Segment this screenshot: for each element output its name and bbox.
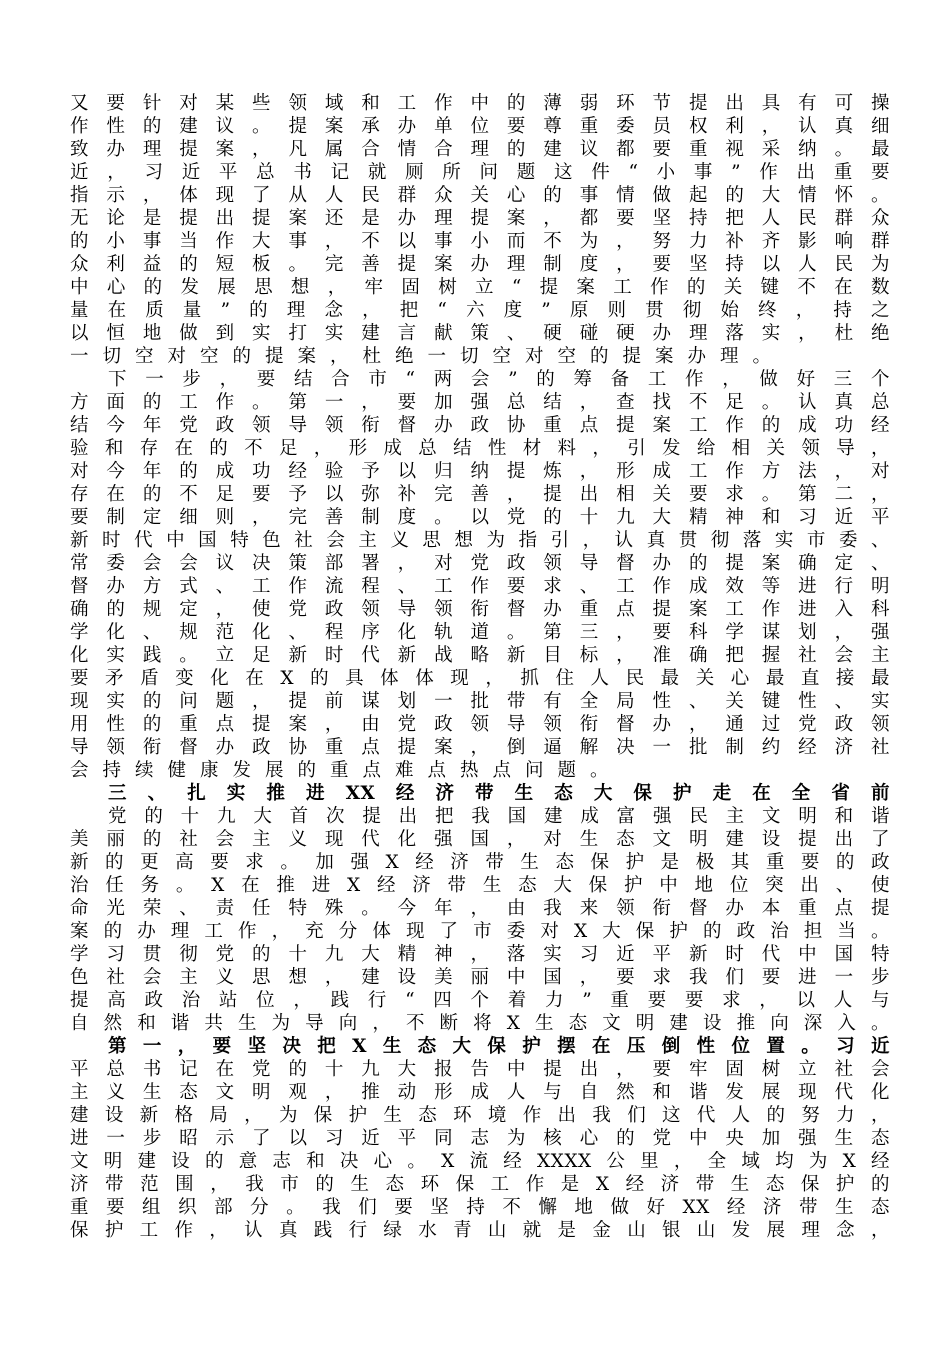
paragraph-line: 结今年党政领导领衔督办政协重点提案工作的成功经 (70, 415, 890, 436)
paragraph-line: 进一步昭示了以习近平同志为核心的党中央加强生态 (70, 1128, 890, 1149)
paragraph-line: 无论是提出提案还是办理提案，都要坚持把人民群众 (70, 208, 890, 229)
paragraph-line: 色社会主义思想，建设美丽中国，要求我们要进一步 (70, 967, 890, 988)
paragraph-line: 学化、规范化、程序化轨道。第三，要科学谋划，强 (70, 622, 890, 643)
paragraph-line: 保护工作，认真践行绿水青山就是金山银山发展理念， (70, 1220, 890, 1241)
paragraph-line: 用性的重点提案，由党政领导领衔督办，通过党政领 (70, 714, 890, 735)
paragraph-line: 美丽的社会主义现代化强国，对生态文明建设提出了 (70, 829, 890, 850)
paragraph-line: 重要组织部分。我们要坚持不懈地做好XX经济带生态 (70, 1197, 890, 1218)
paragraph-line: 一切空对空的提案，杜绝一切空对空的提案办理。 (70, 346, 786, 367)
paragraph-line: 作性的建议。提案承办单位要尊重委员权利，认真细 (70, 116, 890, 137)
paragraph-line: 确的规定，使党政领导领衔督办重点提案工作进入科 (70, 599, 890, 620)
paragraph-line: 建设新格局，为保护生态环境作出我们这代人的努力， (70, 1105, 890, 1126)
paragraph-line: 量在质量”的理念，把“六度”原则贯彻始终，持之 (70, 300, 890, 321)
paragraph-line: 学习贯彻党的十九大精神，落实习近平新时代中国特 (70, 944, 890, 965)
paragraph-line: 济带范围，我市的生态环保工作是X经济带生态保护的 (70, 1174, 890, 1195)
section-heading-line: 第一，要坚决把X生态大保护摆在压倒性位置。习近 (108, 1036, 890, 1057)
paragraph-line: 会持续健康发展的重点难点热点问题。 (70, 760, 623, 781)
paragraph-line: 主义生态文明观，推动形成人与自然和谐发展现代化 (70, 1082, 890, 1103)
paragraph-line: 新的更高要求。加强X经济带生态保护是极其重要的政 (70, 852, 890, 873)
paragraph-line: 近，习近平总书记就厕所问题这件“小事”作出重要 (70, 162, 890, 183)
paragraph-line: 党的十九大首次提出把我国建成富强民主文明和谐 (108, 806, 890, 827)
paragraph-line: 平总书记在党的十九大报告中提出，要牢固树立社会 (70, 1059, 890, 1080)
paragraph-line: 提高政治站位，践行“四个着力”重要要求，以人与 (70, 990, 890, 1011)
paragraph-line: 现实的问题，提前谋划一批带有全局性、关键性、实 (70, 691, 890, 712)
paragraph-line: 新时代中国特色社会主义思想为指引，认真贯彻落实市委、 (70, 530, 890, 551)
paragraph-line: 下一步，要结合市“两会”的筹备工作，做好三个 (108, 369, 890, 390)
paragraph-line: 方面的工作。第一，要加强总结，查找不足。认真总 (70, 392, 890, 413)
paragraph-line: 文明建设的意志和决心。X流经XXXX公里，全域均为X经 (70, 1151, 890, 1172)
paragraph-line: 自然和谐共生为导向，不断将X生态文明建设推向深入。 (70, 1013, 890, 1034)
paragraph-line: 案的办理工作，充分体现了市委对X大保护的政治担当。 (70, 921, 890, 942)
paragraph-line: 要矛盾变化在X的具体体现，抓住人民最关心最直接最 (70, 668, 890, 689)
paragraph-line: 致办理提案，凡属合情合理的建议都要重视采纳。最 (70, 139, 890, 160)
paragraph-line: 治任务。X在推进X经济带生态大保护中地位突出、使 (70, 875, 890, 896)
paragraph-line: 众利益的短板。完善提案办理制度，要坚持以人民为 (70, 254, 890, 275)
body-text (70, 92, 890, 1242)
paragraph-line: 化实践。立足新时代新战略新目标，准确把握社会主 (70, 645, 890, 666)
paragraph-line: 中心的发展思想，牢固树立“提案工作的关键不在数 (70, 277, 890, 298)
paragraph-line: 导领衔督办政协重点提案，倒逼解决一批制约经济社 (70, 737, 890, 758)
paragraph-line: 以恒地做到实打实建言献策、硬碰硬办理落实，杜绝 (70, 323, 890, 344)
paragraph-line: 督办方式、工作流程、工作要求、工作成效等进行明 (70, 576, 890, 597)
paragraph-line: 的小事当作大事，不以事小而不为，努力补齐影响群 (70, 231, 890, 252)
paragraph-line: 常委会会议决策部署，对党政领导督办的提案确定、 (70, 553, 890, 574)
paragraph-line: 命光荣、责任特殊。今年，由我来领衔督办本重点提 (70, 898, 890, 919)
paragraph-line: 要制定细则，完善制度。以党的十九大精神和习近平 (70, 507, 890, 528)
paragraph-line: 存在的不足要予以弥补完善，提出相关要求。第二， (70, 484, 890, 505)
paragraph-line: 验和存在的不足，形成总结性材料，引发给相关领导， (70, 438, 890, 459)
paragraph-line: 又要针对某些领域和工作中的薄弱环节提出具有可操 (70, 93, 890, 114)
section-heading-line: 三、扎实推进XX经济带生态大保护走在全省前 (108, 783, 890, 804)
paragraph-line: 对今年的成功经验予以归纳提炼，形成工作方法，对 (70, 461, 890, 482)
paragraph-line: 指示，体现了从人民群众关心的事情做起的大情怀。 (70, 185, 890, 206)
